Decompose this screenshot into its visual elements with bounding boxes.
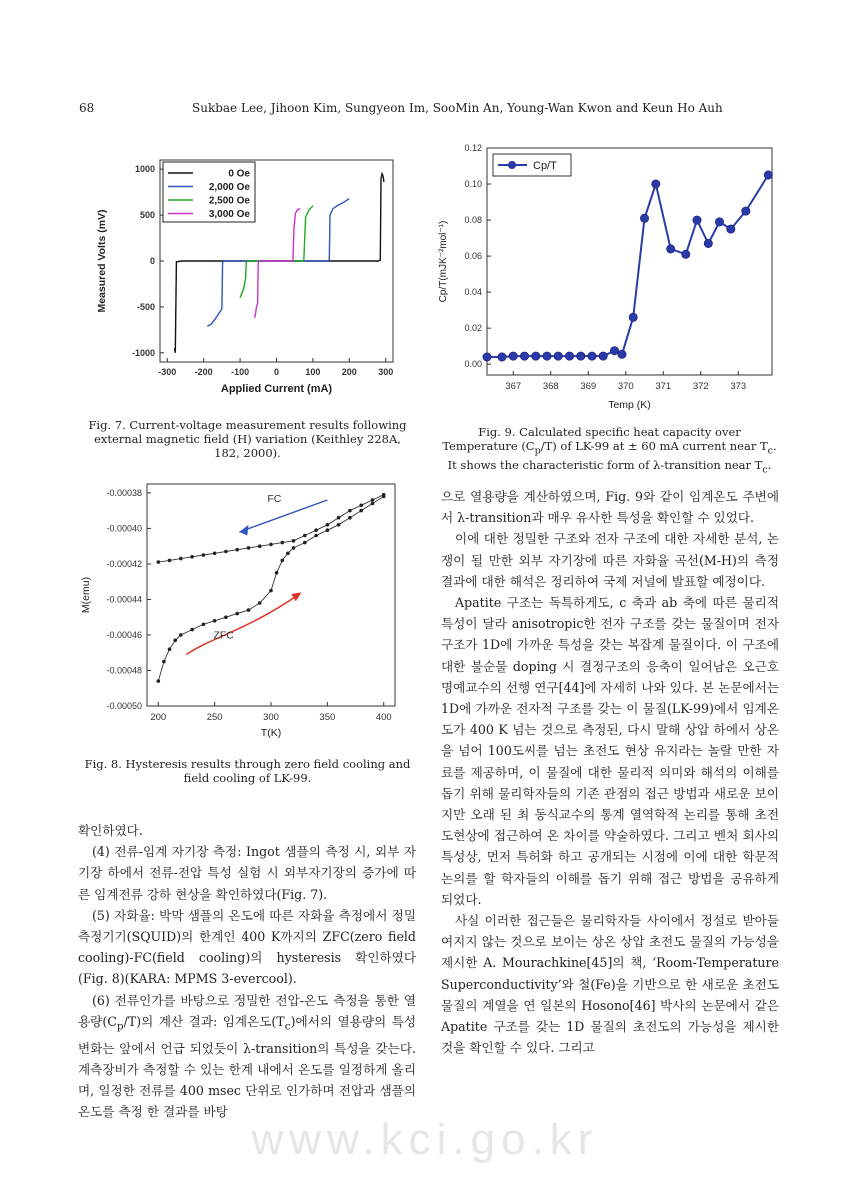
fig9-point bbox=[682, 250, 690, 258]
fig9-caption-part4: . bbox=[767, 458, 772, 473]
fig8-point bbox=[179, 557, 183, 561]
fig9-xtick-label: 369 bbox=[580, 381, 597, 392]
fig8-point bbox=[303, 541, 307, 545]
fig8-plot-frame bbox=[147, 484, 395, 706]
fig8-point bbox=[314, 534, 318, 538]
fig8-ytick-label: -0.00044 bbox=[106, 594, 142, 605]
fig9-point bbox=[532, 352, 540, 360]
fig9-xtick-label: 367 bbox=[505, 381, 522, 392]
fig7-xtick-label: 100 bbox=[305, 367, 321, 377]
fig9-point bbox=[498, 353, 506, 361]
fig8-xlabel: T(K) bbox=[260, 727, 282, 739]
right-para-0: 으로 열용량을 계산하였으며, Fig. 9와 같이 임계온도 주변에서 λ-transition과 매우 유사한 특성을 확인할 수 있었다. bbox=[441, 489, 779, 526]
fig8-ytick-label: -0.00042 bbox=[106, 558, 142, 569]
fig8-point bbox=[157, 679, 161, 683]
fig8-ytick-label: -0.00048 bbox=[106, 665, 142, 676]
fig9-point bbox=[629, 313, 637, 321]
left-para-0: 확인하였다. bbox=[78, 823, 143, 838]
fig9-xtick-label: 372 bbox=[692, 381, 709, 392]
left-para-3c: )에서의 열용량의 특성 변화는 앞에서 언급 되었듯이 λ-transition의 특성을 갖는다. 계측장비가 측정할 수 있는 한계 내에서 온도를 일정하게 올리며, 일정한 전류를 400 msec 단위로 인가하며 전압과 샘플의 온도를 측정 한 결과를 바탕 bbox=[78, 1013, 416, 1120]
left-column bbox=[78, 820, 416, 1122]
fig8-point bbox=[168, 559, 172, 563]
fig8-ytick-label: -0.00050 bbox=[106, 701, 142, 711]
fig8-point bbox=[162, 660, 166, 664]
fig9-point bbox=[483, 353, 491, 361]
fig9-caption-sub-c: c bbox=[767, 445, 774, 457]
fig9-ylabel: Cp/T(mJK⁻²mol⁻¹) bbox=[438, 220, 449, 303]
fig8-xtick-label: 250 bbox=[206, 712, 223, 723]
fig8-ytick-label: -0.00046 bbox=[106, 629, 142, 640]
fig9-legend-marker bbox=[508, 161, 516, 169]
fig8-annotation-fc: FC bbox=[267, 492, 282, 505]
fig9-legend-label: Cp/T bbox=[533, 160, 557, 172]
fig8-point bbox=[224, 550, 228, 554]
fig8-xtick-label: 200 bbox=[150, 712, 167, 723]
fig8-point bbox=[303, 534, 307, 538]
fig9-ytick-label: 0.12 bbox=[464, 143, 482, 153]
fig8-caption: Fig. 8. Hysteresis results through zero field cooling and field cooling of LK-99. bbox=[84, 757, 411, 785]
fig9-caption-part1: Fig. 9. Calculated specific heat capacity over Temperature (C bbox=[442, 425, 741, 453]
fig9-point bbox=[554, 352, 562, 360]
fig9-point bbox=[704, 239, 712, 247]
fig9-point bbox=[520, 352, 528, 360]
right-para-1: 이에 대한 정밀한 구조와 전자 구조에 대한 자세한 분석, 논쟁이 될 만한 외부 자기장에 따른 자화율 곡선(M-H)의 측정 결과에 대한 해석은 정리하여 국제 저널에 발표할 예정이다. bbox=[441, 531, 779, 589]
fig8-point bbox=[213, 619, 217, 623]
fig9-point bbox=[693, 216, 701, 224]
fig8-point bbox=[202, 623, 206, 627]
fig8-annotation-zfc: ZFC bbox=[213, 629, 234, 642]
fig8-point bbox=[168, 647, 172, 651]
fig8-ytick-label: -0.00040 bbox=[106, 523, 142, 534]
fig8-point bbox=[359, 509, 363, 513]
fig8-point bbox=[247, 608, 251, 612]
fig8-point bbox=[337, 516, 341, 520]
fig8-chart bbox=[75, 478, 420, 748]
fig8-point bbox=[269, 543, 273, 547]
fig7-xtick-label: -100 bbox=[231, 367, 250, 377]
fig7-xtick-label: -300 bbox=[158, 367, 177, 377]
fig9-xtick-label: 373 bbox=[730, 381, 747, 392]
fig9-point bbox=[610, 347, 618, 355]
fig8-ylabel: M(emu) bbox=[80, 576, 92, 614]
fig8-zfc-arrowhead bbox=[291, 592, 301, 601]
fig9-chart bbox=[432, 140, 782, 420]
fig9-caption bbox=[442, 425, 777, 478]
fig7-ytick-label: 0 bbox=[149, 256, 155, 266]
fig8-point bbox=[269, 589, 273, 593]
fig8-point bbox=[202, 553, 206, 557]
fig9-ytick-label: 0.08 bbox=[464, 215, 482, 226]
fig8-series-line bbox=[158, 492, 383, 562]
fig9-point bbox=[577, 352, 585, 360]
fig8-point bbox=[190, 628, 194, 632]
fig8-point bbox=[190, 555, 194, 559]
fig9-point bbox=[599, 352, 607, 360]
fig9-point bbox=[543, 352, 551, 360]
fig7-legend-label: 0 Oe bbox=[228, 168, 250, 180]
fig8-point bbox=[247, 546, 251, 550]
fig8-point bbox=[337, 523, 341, 527]
fig7-series-line bbox=[255, 209, 301, 318]
fig7-xtick-label: -200 bbox=[194, 367, 213, 377]
fig9-xtick-label: 368 bbox=[542, 381, 559, 392]
page-number: 68 bbox=[79, 101, 95, 115]
fig7-caption: Fig. 7. Current-voltage measurement results following external magnetic field (H) variation (Keithley 228A, 182, 2000). bbox=[88, 418, 407, 460]
fig8-point bbox=[224, 615, 228, 619]
fig9-xtick-label: 370 bbox=[617, 381, 634, 392]
fig8-point bbox=[359, 504, 363, 508]
fig9-ytick-label: 0.00 bbox=[464, 359, 482, 370]
fig7-ytick-label: 500 bbox=[139, 210, 155, 221]
fig8-point bbox=[213, 552, 217, 556]
fig9-point bbox=[652, 180, 660, 188]
fig9-caption-sub-p: p bbox=[534, 445, 541, 457]
fig8-fc-arrow bbox=[239, 500, 327, 532]
right-column bbox=[441, 486, 779, 1058]
fig8-point bbox=[235, 612, 239, 616]
fig8-point bbox=[157, 560, 161, 564]
fig9-caption-part3: . It shows the characteristic form of λ-transition near T bbox=[447, 439, 777, 473]
fig7-ytick-label: -1000 bbox=[131, 347, 155, 358]
fig8-point bbox=[292, 546, 296, 550]
fig8-point bbox=[382, 495, 386, 499]
left-para-3 bbox=[78, 990, 416, 1123]
fig9-caption-sub-c2: c bbox=[762, 464, 768, 476]
fig8-ytick-label: -0.00038 bbox=[106, 487, 142, 498]
fig8-point bbox=[348, 509, 352, 513]
fig8-point bbox=[371, 502, 375, 506]
fig8-point bbox=[179, 633, 183, 637]
fig8-point bbox=[326, 523, 330, 527]
fig8-point bbox=[173, 639, 177, 643]
fig8-point bbox=[326, 528, 330, 532]
fig7-chart bbox=[75, 150, 420, 412]
fig8-xtick-label: 300 bbox=[263, 712, 279, 723]
fig7-ytick-label: -500 bbox=[136, 301, 155, 312]
fig8-xtick-label: 400 bbox=[375, 712, 392, 723]
fig8-point bbox=[258, 601, 262, 605]
fig9-point bbox=[618, 350, 626, 358]
fig9-point bbox=[715, 218, 723, 226]
fig8-point bbox=[281, 541, 285, 545]
fig9-point bbox=[764, 171, 772, 179]
fig8-series-line bbox=[158, 496, 383, 681]
right-para-3: 사실 이러한 접근들은 물리학자들 사이에서 정설로 받아들여지지 않는 것으로 보이는 상온 상압 초전도 물질의 가능성을 제시한 A. Mourachkine[45]의 책, ‘Room-Temperature Superconductivity’와 철(Fe)을 기반으로 한 새로운 초전도 물질의 계열을 연 일본의 Hosono[46] 박사의 논문에서 같은 Apatite 구조를 갖는 1D 물질의 초전도의 가능성을 제시한 것을 확인할 수 있다. 그리고 bbox=[441, 913, 779, 1056]
fig8-point bbox=[235, 548, 239, 552]
left-para-3b: /T)의 계산 결과: 임계온도(T bbox=[123, 1013, 285, 1029]
fig9-point bbox=[509, 352, 517, 360]
fig9-xtick-label: 371 bbox=[655, 381, 672, 392]
fig8-fc-arrowhead bbox=[239, 525, 248, 536]
fig7-ytick-label: 1000 bbox=[134, 164, 155, 175]
fig7-ylabel: Measured Volts (mV) bbox=[96, 209, 108, 313]
fig9-series-line bbox=[487, 175, 768, 357]
fig9-ytick-label: 0.04 bbox=[464, 287, 482, 298]
fig9-point bbox=[640, 214, 648, 222]
fig7-xtick-label: 300 bbox=[378, 367, 394, 377]
fig7-xtick-label: 0 bbox=[273, 367, 280, 377]
fig8-point bbox=[281, 559, 285, 563]
fig8-point bbox=[371, 498, 375, 502]
left-para-1: (4) 전류-임계 자기장 측정: Ingot 샘플의 측정 시, 외부 자기장 하에서 전류-전압 특성 실험 시 외부자기장의 증가에 따른 임계전류 강하 현상을 확인하였다(Fig. 7). bbox=[78, 844, 416, 902]
running-header-authors: Sukbae Lee, Jihoon Kim, Sungyeon Im, SooMin An, Young-Wan Kwon and Keun Ho Auh bbox=[192, 101, 723, 115]
right-para-2: Apatite 구조는 독특하게도, c 축과 ab 축에 따른 물리적 특성이 달라 anisotropic한 전자 구조를 갖는 물질이며 전자구조가 1D에 가까운 특성을 갖는 복잡계 물질이다. 이 구조에 대한 불순물 doping 시 결정구조의 응축이 일어남은 오근호 명예교수의 선행 연구[44]에 자세히 나와 있다. 본 논문에서는 1D에 가까운 전자적 구조를 갖는 이 물질(LK-99)에서 임계온도가 400 K 넘는 것으로 측정된, 다시 말해 상압 하에서 상온을 넘어 100도씨를 넘는 초전도 현상 유지라는 놀랄 만한 자료를 제공하며, 이 물질에 대한 물리적 의미와 해석의 이해를 돕기 위해 물리학자들의 기존 관점의 접근 방법과 새로운 보이지만 오래 된 최 동식교수의 통계 열역학적 논리를 통해 초전도현상에 접근하여 온 차이를 약술하였다. 그리고 벤처 회사의 특성상, 먼저 특허화 하고 공개되는 시점에 이에 대한 학문적 논의를 할 학자들의 이해를 돕기 위해 접근 방법을 공유하게 되었다. bbox=[441, 595, 779, 907]
fig9-point bbox=[588, 352, 596, 360]
left-para-3-sub-p: p bbox=[116, 1020, 124, 1033]
fig9-point bbox=[667, 245, 675, 253]
fig8-point bbox=[292, 539, 296, 543]
fig8-point bbox=[258, 544, 262, 548]
watermark: www.kci.go.kr bbox=[251, 1115, 599, 1164]
fig7-xlabel: Applied Current (mA) bbox=[220, 383, 333, 395]
fig9-ytick-label: 0.02 bbox=[464, 323, 482, 334]
fig7-legend-label: 2,000 Oe bbox=[208, 182, 250, 193]
fig7-legend-label: 3,000 Oe bbox=[208, 209, 250, 220]
fig8-point bbox=[275, 571, 279, 575]
fig8-point bbox=[286, 552, 290, 556]
fig9-point bbox=[565, 352, 573, 360]
left-para-3-sub-c: c bbox=[284, 1020, 291, 1033]
fig8-point bbox=[348, 516, 352, 520]
fig8-point bbox=[314, 528, 318, 532]
left-para-2: (5) 자화율: 박막 샘플의 온도에 따른 자화율 측정에서 정밀 측정기기(SQUID)의 한계인 400 K까지의 ZFC(zero field cooling)-FC(field cooling)의 hysteresis 확인하였다 (Fig. 8)(KARA: MPMS 3-evercool). bbox=[78, 907, 416, 987]
left-para-3a: (6) 전류인가를 바탕으로 정밀한 전압-온도 측정을 통한 열용량(C bbox=[78, 992, 416, 1029]
fig9-xlabel: Temp (K) bbox=[608, 399, 651, 411]
fig9-ytick-label: 0.10 bbox=[464, 179, 482, 190]
fig7-xtick-label: 200 bbox=[341, 367, 357, 377]
fig8-xtick-label: 350 bbox=[319, 712, 336, 723]
fig9-point bbox=[742, 207, 750, 215]
fig9-point bbox=[727, 225, 735, 233]
fig9-plot-frame bbox=[487, 148, 772, 375]
fig9-ytick-label: 0.06 bbox=[464, 251, 482, 262]
fig9-caption-part2: /T) of LK-99 at ± 60 mA current near T bbox=[540, 439, 768, 453]
fig7-legend-label: 2,500 Oe bbox=[208, 195, 250, 207]
